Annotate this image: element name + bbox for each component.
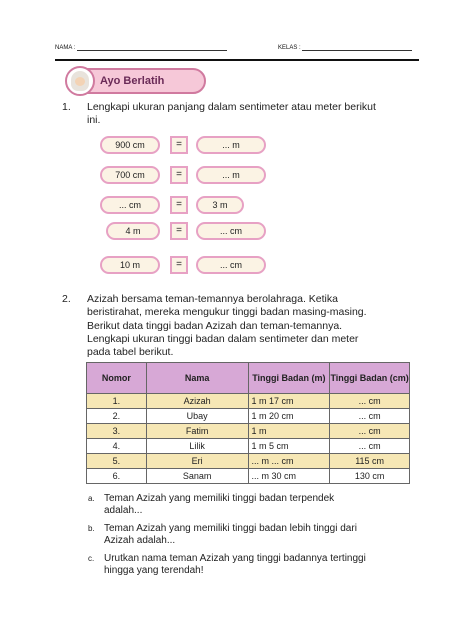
cell-nama: Lilik bbox=[146, 439, 248, 454]
sub-question-line2: hingga yang terendah! bbox=[104, 565, 204, 576]
equals-sign: = bbox=[170, 196, 188, 214]
ayo-berlatih-badge bbox=[66, 68, 206, 94]
cell-tinggi-cm: ... cm bbox=[330, 409, 410, 424]
kelas-label: KELAS : bbox=[278, 45, 301, 51]
conversion-left: 4 m bbox=[106, 222, 160, 240]
sub-question-label: c. bbox=[88, 554, 95, 563]
conversion-left: ... cm bbox=[100, 196, 160, 214]
sub-question-b bbox=[88, 523, 428, 549]
cell-tinggi-m: ... m 30 cm bbox=[248, 469, 330, 484]
cell-nama: Fatim bbox=[146, 424, 248, 439]
cell-tinggi-cm: ... cm bbox=[330, 394, 410, 409]
cell-tinggi-cm: 115 cm bbox=[330, 454, 410, 469]
conversion-right: ... m bbox=[196, 136, 266, 154]
table-row bbox=[87, 394, 410, 409]
cell-tinggi-cm: 130 cm bbox=[330, 469, 410, 484]
conversion-right: ... cm bbox=[196, 222, 266, 240]
col-header-nomor: Nomor bbox=[87, 363, 147, 394]
equals-sign: = bbox=[170, 136, 188, 154]
sub-question-line2: adalah... bbox=[104, 505, 143, 516]
question2-para2-line2: Lengkapi ukuran tinggi badan dalam sentimeter dan meter bbox=[87, 333, 359, 345]
cell-nomor: 4. bbox=[87, 439, 147, 454]
sub-question-c bbox=[88, 553, 428, 579]
conversion-right: ... cm bbox=[196, 256, 266, 274]
col-header-nama: Nama bbox=[146, 363, 248, 394]
equals-sign: = bbox=[170, 256, 188, 274]
sub-question-label: b. bbox=[88, 524, 95, 533]
conversion-right: 3 m bbox=[196, 196, 244, 214]
cell-tinggi-m: 1 m 20 cm bbox=[248, 409, 330, 424]
sub-question-a bbox=[88, 493, 428, 519]
cell-nama: Sanam bbox=[146, 469, 248, 484]
cell-nama: Ubay bbox=[146, 409, 248, 424]
conversion-right: ... m bbox=[196, 166, 266, 184]
question2-number: 2. bbox=[62, 293, 71, 305]
badge-title: Ayo Berlatih bbox=[100, 75, 165, 87]
table-row bbox=[87, 469, 410, 484]
table-row bbox=[87, 424, 410, 439]
question1-line2: ini. bbox=[87, 114, 101, 126]
sub-question-line2: Azizah adalah... bbox=[104, 535, 176, 546]
table-row bbox=[87, 439, 410, 454]
conversion-left: 900 cm bbox=[100, 136, 160, 154]
col-header-tinggi-cm: Tinggi Badan (cm) bbox=[330, 363, 410, 394]
table-row bbox=[87, 454, 410, 469]
nama-field bbox=[55, 44, 227, 51]
cell-tinggi-m: 1 m bbox=[248, 424, 330, 439]
height-table bbox=[86, 362, 410, 484]
sub-question-line1: Urutkan nama teman Azizah yang tinggi badannya tertinggi bbox=[104, 553, 366, 564]
cell-nama: Azizah bbox=[146, 394, 248, 409]
cell-nomor: 6. bbox=[87, 469, 147, 484]
cell-nomor: 5. bbox=[87, 454, 147, 469]
cell-tinggi-cm: ... cm bbox=[330, 424, 410, 439]
table-row bbox=[87, 409, 410, 424]
nama-blank bbox=[77, 44, 227, 51]
table-header-row bbox=[87, 363, 410, 394]
cell-tinggi-cm: ... cm bbox=[330, 439, 410, 454]
cell-nama: Eri bbox=[146, 454, 248, 469]
sub-question-line1: Teman Azizah yang memiliki tinggi badan terpendek bbox=[104, 493, 335, 504]
equals-sign: = bbox=[170, 222, 188, 240]
conversion-left: 10 m bbox=[100, 256, 160, 274]
cell-tinggi-m: 1 m 17 cm bbox=[248, 394, 330, 409]
cell-nomor: 2. bbox=[87, 409, 147, 424]
nama-label: NAMA : bbox=[55, 45, 76, 51]
kelas-field bbox=[278, 44, 412, 51]
kelas-blank bbox=[302, 44, 412, 51]
sub-question-label: a. bbox=[88, 494, 95, 503]
question2-para2-line1: Berikut data tinggi badan Azizah dan teman-temannya. bbox=[87, 320, 343, 332]
col-header-tinggi-m: Tinggi Badan (m) bbox=[248, 363, 330, 394]
equals-sign: = bbox=[170, 166, 188, 184]
cell-nomor: 1. bbox=[87, 394, 147, 409]
cell-nomor: 3. bbox=[87, 424, 147, 439]
question2-para1-line2: beristirahat, mereka mengukur tinggi badan masing-masing. bbox=[87, 306, 367, 318]
header-divider bbox=[55, 59, 419, 61]
question2-para2-line3: pada tabel berikut. bbox=[87, 346, 174, 358]
question1-number: 1. bbox=[62, 101, 71, 113]
question2-para1-line1: Azizah bersama teman-temannya berolahraga. Ketika bbox=[87, 293, 338, 305]
cell-tinggi-m: 1 m 5 cm bbox=[248, 439, 330, 454]
conversion-left: 700 cm bbox=[100, 166, 160, 184]
sub-question-line1: Teman Azizah yang memiliki tinggi badan lebih tinggi dari bbox=[104, 523, 357, 534]
question1-line1: Lengkapi ukuran panjang dalam sentimeter atau meter berikut bbox=[87, 101, 376, 113]
cell-tinggi-m: ... m ... cm bbox=[248, 454, 330, 469]
girl-avatar-icon bbox=[65, 66, 95, 96]
